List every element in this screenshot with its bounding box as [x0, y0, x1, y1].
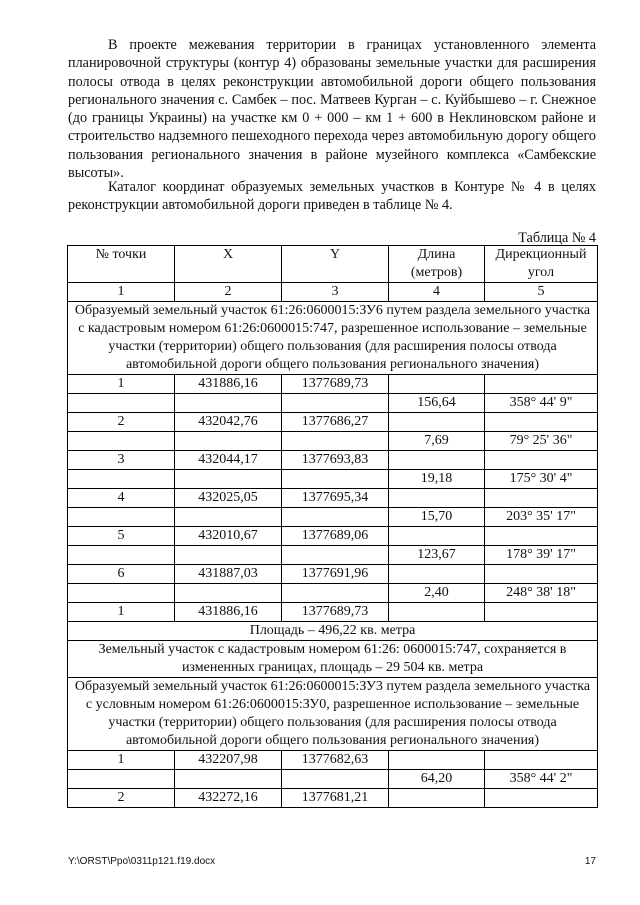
- x-coordinate: 431886,16: [175, 375, 282, 394]
- footer-file-path: Y:\ORST\Ppo\0311p121.f19.docx: [68, 856, 216, 867]
- point-row: [68, 375, 598, 394]
- segment-length: 64,20: [389, 770, 485, 789]
- empty-cell: [282, 508, 389, 527]
- empty-cell: [389, 751, 485, 770]
- empty-cell: [485, 489, 598, 508]
- segment-row: [68, 394, 598, 413]
- header-length: Длина (метров): [389, 246, 485, 283]
- header-y: Y: [282, 246, 389, 283]
- x-coordinate: 432272,16: [175, 789, 282, 808]
- direction-angle: 178° 39' 17": [485, 546, 598, 565]
- empty-cell: [68, 770, 175, 789]
- point-number: 1: [68, 751, 175, 770]
- empty-cell: [389, 375, 485, 394]
- col-number: 1: [68, 283, 175, 302]
- empty-cell: [389, 603, 485, 622]
- point-row: [68, 603, 598, 622]
- merged-row: [68, 641, 598, 678]
- header-angle: Дирекционный угол: [485, 246, 598, 283]
- y-coordinate: 1377695,34: [282, 489, 389, 508]
- section2-title: Образуемый земельный участок 61:26:0600015:ЗУ3 путем раздела земельного участка с условным номером 61:26:0600015:ЗУ0, разрешенное использование – земельные участки (территории) общего пользования (для расширения полосы отвода автомобильной дороги общего пользования регионального значения): [68, 678, 598, 751]
- page-number: 17: [584, 856, 596, 867]
- merged-row: [68, 678, 598, 751]
- col-number: 2: [175, 283, 282, 302]
- section1-title: Образуемый земельный участок 61:26:0600015:ЗУ6 путем раздела земельного участка с кадастровым номером 61:26:0600015:747, разрешенное использование – земельные участки (территории) общего пользования (для расширения полосы отвода автомобильной дороги общего пользования регионального значения): [68, 302, 598, 375]
- y-coordinate: 1377691,96: [282, 565, 389, 584]
- empty-cell: [389, 565, 485, 584]
- empty-cell: [68, 546, 175, 565]
- empty-cell: [485, 565, 598, 584]
- x-coordinate: 432010,67: [175, 527, 282, 546]
- segment-length: 2,40: [389, 584, 485, 603]
- y-coordinate: 1377689,06: [282, 527, 389, 546]
- point-number: 2: [68, 413, 175, 432]
- segment-row: [68, 432, 598, 451]
- point-number: 6: [68, 565, 175, 584]
- empty-cell: [485, 413, 598, 432]
- y-coordinate: 1377686,27: [282, 413, 389, 432]
- intro-paragraph: В проекте межевания территории в границах установленного элемента планировочной структуры (контур 4) образованы земельные участки для расширения полосы отвода в целях реконструкции автомобильной дороги общего пользования регионального значения с. Самбек – пос. Матвеев Курган – с. Куйбышево – г. Снежное (до границы Украины) на участке км 0 + 000 – км 1 + 600 в Неклиновском районе и строительство надземного пешеходного перехода через автомобильную дорогу общего пользования регионального значения в районе музейного комплекса «Самбекские высоты».: [68, 37, 596, 182]
- empty-cell: [282, 546, 389, 565]
- direction-angle: 203° 35' 17": [485, 508, 598, 527]
- empty-cell: [68, 432, 175, 451]
- point-row: [68, 751, 598, 770]
- remaining-parcel-note: Земельный участок с кадастровым номером 61:26: 0600015:747, сохраняется в измененных границах, площадь – 29 504 кв. метра: [68, 641, 598, 678]
- empty-cell: [485, 789, 598, 808]
- merged-row: [68, 622, 598, 641]
- empty-cell: [389, 527, 485, 546]
- direction-angle: 79° 25' 36": [485, 432, 598, 451]
- y-coordinate: 1377693,83: [282, 451, 389, 470]
- point-number: 5: [68, 527, 175, 546]
- empty-cell: [175, 508, 282, 527]
- empty-cell: [68, 394, 175, 413]
- column-numbers-row: [68, 283, 598, 302]
- point-number: 4: [68, 489, 175, 508]
- empty-cell: [485, 375, 598, 394]
- x-coordinate: 432025,05: [175, 489, 282, 508]
- segment-row: [68, 770, 598, 789]
- empty-cell: [485, 527, 598, 546]
- point-row: [68, 565, 598, 584]
- x-coordinate: 431886,16: [175, 603, 282, 622]
- direction-angle: 248° 38' 18": [485, 584, 598, 603]
- table-header-row: [68, 246, 598, 283]
- empty-cell: [389, 451, 485, 470]
- col-number: 5: [485, 283, 598, 302]
- direction-angle: 358° 44' 9": [485, 394, 598, 413]
- table-body: [68, 302, 598, 808]
- empty-cell: [175, 394, 282, 413]
- y-coordinate: 1377682,63: [282, 751, 389, 770]
- empty-cell: [282, 394, 389, 413]
- point-number: 2: [68, 789, 175, 808]
- segment-length: 156,64: [389, 394, 485, 413]
- header-point: № точки: [68, 246, 175, 283]
- empty-cell: [175, 770, 282, 789]
- direction-angle: 175° 30' 4": [485, 470, 598, 489]
- empty-cell: [389, 489, 485, 508]
- empty-cell: [282, 432, 389, 451]
- segment-row: [68, 584, 598, 603]
- section-title-row: [68, 302, 598, 375]
- empty-cell: [485, 751, 598, 770]
- point-row: [68, 489, 598, 508]
- point-row: [68, 527, 598, 546]
- col-number: 4: [389, 283, 485, 302]
- x-coordinate: 432042,76: [175, 413, 282, 432]
- segment-row: [68, 546, 598, 565]
- empty-cell: [282, 470, 389, 489]
- empty-cell: [389, 413, 485, 432]
- table-caption: Таблица № 4: [518, 230, 596, 246]
- segment-length: 123,67: [389, 546, 485, 565]
- empty-cell: [389, 789, 485, 808]
- empty-cell: [175, 432, 282, 451]
- catalog-paragraph: Каталог координат образуемых земельных участков в Контуре № 4 в целях реконструкции автомобильной дороги приведен в таблице № 4.: [68, 179, 596, 214]
- coordinates-table: [67, 245, 598, 808]
- point-number: 3: [68, 451, 175, 470]
- header-x: X: [175, 246, 282, 283]
- point-row: [68, 451, 598, 470]
- y-coordinate: 1377689,73: [282, 603, 389, 622]
- x-coordinate: 431887,03: [175, 565, 282, 584]
- empty-cell: [175, 584, 282, 603]
- segment-length: 15,70: [389, 508, 485, 527]
- point-number: 1: [68, 375, 175, 394]
- segment-length: 7,69: [389, 432, 485, 451]
- segment-row: [68, 508, 598, 527]
- point-number: 1: [68, 603, 175, 622]
- direction-angle: 358° 44' 2": [485, 770, 598, 789]
- empty-cell: [175, 470, 282, 489]
- x-coordinate: 432044,17: [175, 451, 282, 470]
- area-summary: Площадь – 496,22 кв. метра: [68, 622, 598, 641]
- empty-cell: [68, 508, 175, 527]
- empty-cell: [282, 770, 389, 789]
- empty-cell: [485, 451, 598, 470]
- empty-cell: [175, 546, 282, 565]
- point-row: [68, 413, 598, 432]
- empty-cell: [68, 584, 175, 603]
- segment-row: [68, 470, 598, 489]
- y-coordinate: 1377681,21: [282, 789, 389, 808]
- empty-cell: [485, 603, 598, 622]
- y-coordinate: 1377689,73: [282, 375, 389, 394]
- segment-length: 19,18: [389, 470, 485, 489]
- point-row: [68, 789, 598, 808]
- empty-cell: [68, 470, 175, 489]
- col-number: 3: [282, 283, 389, 302]
- empty-cell: [282, 584, 389, 603]
- x-coordinate: 432207,98: [175, 751, 282, 770]
